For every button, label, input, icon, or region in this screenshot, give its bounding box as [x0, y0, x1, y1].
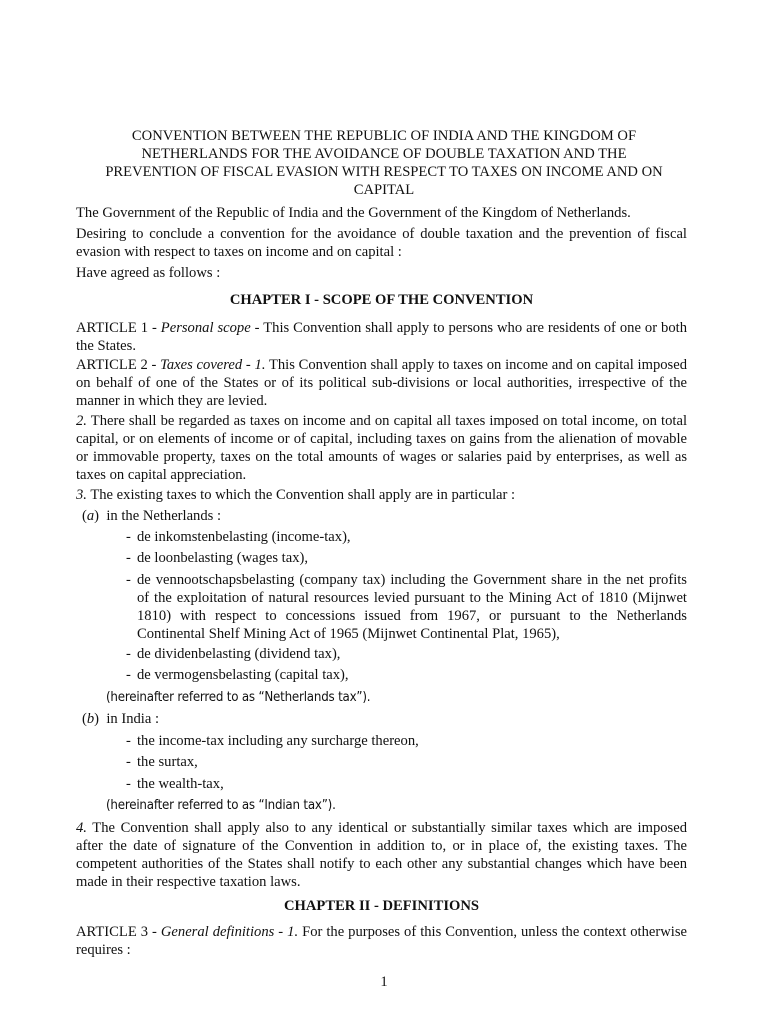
subsection-text: in the Netherlands :	[106, 508, 222, 524]
list-item	[126, 529, 687, 547]
dash-bullet: -	[126, 733, 131, 749]
article-2	[76, 357, 687, 411]
article-heading: Taxes covered - 1.	[160, 357, 266, 373]
list-item-text: de vermogensbelasting (capital tax),	[137, 667, 349, 683]
list-item	[126, 572, 687, 644]
subsection-label: a	[86, 508, 95, 524]
dash-bullet: -	[126, 667, 131, 683]
dash-bullet: -	[126, 646, 131, 662]
paragraph-number: 2.	[76, 413, 87, 429]
article-text: This Convention shall apply to taxes on income and on capital imposed on behalf of one of the States or of its political sub-divisions or local authorities, irrespective of the manner in which they are levied.	[76, 357, 687, 409]
article-text: For the purposes of this Convention, unless the context otherwise requires :	[76, 924, 687, 958]
list-item	[126, 733, 687, 751]
article-label: ARTICLE 1 -	[76, 320, 161, 336]
article-label: ARTICLE 3 -	[76, 924, 161, 940]
list-item-text: de dividenbelasting (dividend tax),	[137, 646, 341, 662]
article-1	[76, 320, 687, 356]
chapter-heading: CHAPTER II - DEFINITIONS	[283, 898, 480, 914]
article-2-paragraph-3	[76, 487, 687, 505]
dash-bullet: -	[126, 776, 131, 792]
paragraph-text: The Convention shall apply also to any identical or substantially similar taxes which are imposed after the date of signature of the Convention in addition to, or in place of, the existing taxes. The competent authorities of the States shall notify to each other any substantial changes which have been made in their respective taxation laws.	[76, 820, 687, 890]
document-title	[84, 127, 684, 199]
list-item-text: de inkomstenbelasting (income-tax),	[137, 529, 351, 545]
dash-bullet: -	[126, 529, 131, 545]
list-item-text: de loonbelasting (wages tax),	[137, 550, 309, 566]
title-line: CAPITAL	[353, 182, 415, 198]
subsection-text: in India :	[106, 711, 160, 727]
article-2-paragraph-4	[76, 820, 687, 892]
dash-bullet: -	[126, 754, 131, 770]
dash-bullet: -	[126, 550, 131, 566]
list-item	[126, 667, 687, 685]
list-item-text: the wealth-tax,	[137, 776, 224, 792]
list-item	[126, 776, 687, 794]
article-text: - This Convention shall apply to persons who are residents of one or both the States.	[76, 320, 687, 354]
list-item	[126, 646, 687, 664]
page-number: 1	[380, 974, 388, 990]
intro-paragraph: Desiring to conclude a convention for the avoidance of double taxation and the prevention of fiscal evasion with respect to taxes on income and on capital :	[76, 226, 687, 260]
subsection-label: b	[86, 711, 95, 727]
article-3	[76, 924, 687, 960]
paragraph-text: The existing taxes to which the Convention shall apply are in particular :	[86, 487, 516, 503]
article-heading: General definitions - 1.	[160, 924, 299, 940]
intro-paragraph: The Government of the Republic of India and the Government of the Kingdom of Netherlands.	[76, 205, 631, 221]
list-item	[126, 754, 687, 772]
subsection-a: (a) in the Netherlands :	[82, 508, 222, 524]
article-label: ARTICLE 2 -	[76, 357, 161, 373]
paragraph-text: There shall be regarded as taxes on income and on capital all taxes imposed on total income, on total capital, or on elements of income or of capital, including taxes on gains from the alienation of movable or immovable property, taxes on the total amounts of wages or salaries paid by enterprises, as well as taxes on capital appreciation.	[76, 413, 687, 483]
title-line: CONVENTION BETWEEN THE REPUBLIC OF INDIA AND THE KINGDOM OF	[131, 128, 637, 144]
list-item-text: de vennootschapsbelasting (company tax) including the Government share in the net profits of the exploitation of natural resources levied pursuant to the Mining Act of 1810 (Mijnwet 1810) with respect to concessions issued from 1967, or pursuant to the Netherlands Continental Shelf Mining Act of 1965 (Mijnwet Continental Plat, 1965),	[137, 572, 687, 642]
article-heading: Personal scope	[160, 320, 251, 336]
list-item	[126, 550, 687, 568]
subsection-b: (b) in India :	[82, 711, 160, 727]
list-item-text: the income-tax including any surcharge thereon,	[137, 733, 419, 749]
title-line: PREVENTION OF FISCAL EVASION WITH RESPECT TO TAXES ON INCOME AND ON	[105, 164, 663, 180]
intro-paragraph: Have agreed as follows :	[76, 265, 221, 281]
article-2-paragraph-2	[76, 413, 687, 485]
chapter-heading: CHAPTER I - SCOPE OF THE CONVENTION	[229, 292, 534, 308]
paragraph-number: 3.	[76, 487, 87, 503]
netherlands-tax-reference: (hereinafter referred to as “Netherlands tax”).	[106, 690, 371, 705]
paragraph-number: 4.	[76, 820, 87, 836]
dash-bullet: -	[126, 572, 131, 588]
indian-tax-reference: (hereinafter referred to as “Indian tax”).	[106, 798, 336, 813]
list-item-text: the surtax,	[137, 754, 198, 770]
title-line: NETHERLANDS FOR THE AVOIDANCE OF DOUBLE TAXATION AND THE	[141, 146, 627, 162]
